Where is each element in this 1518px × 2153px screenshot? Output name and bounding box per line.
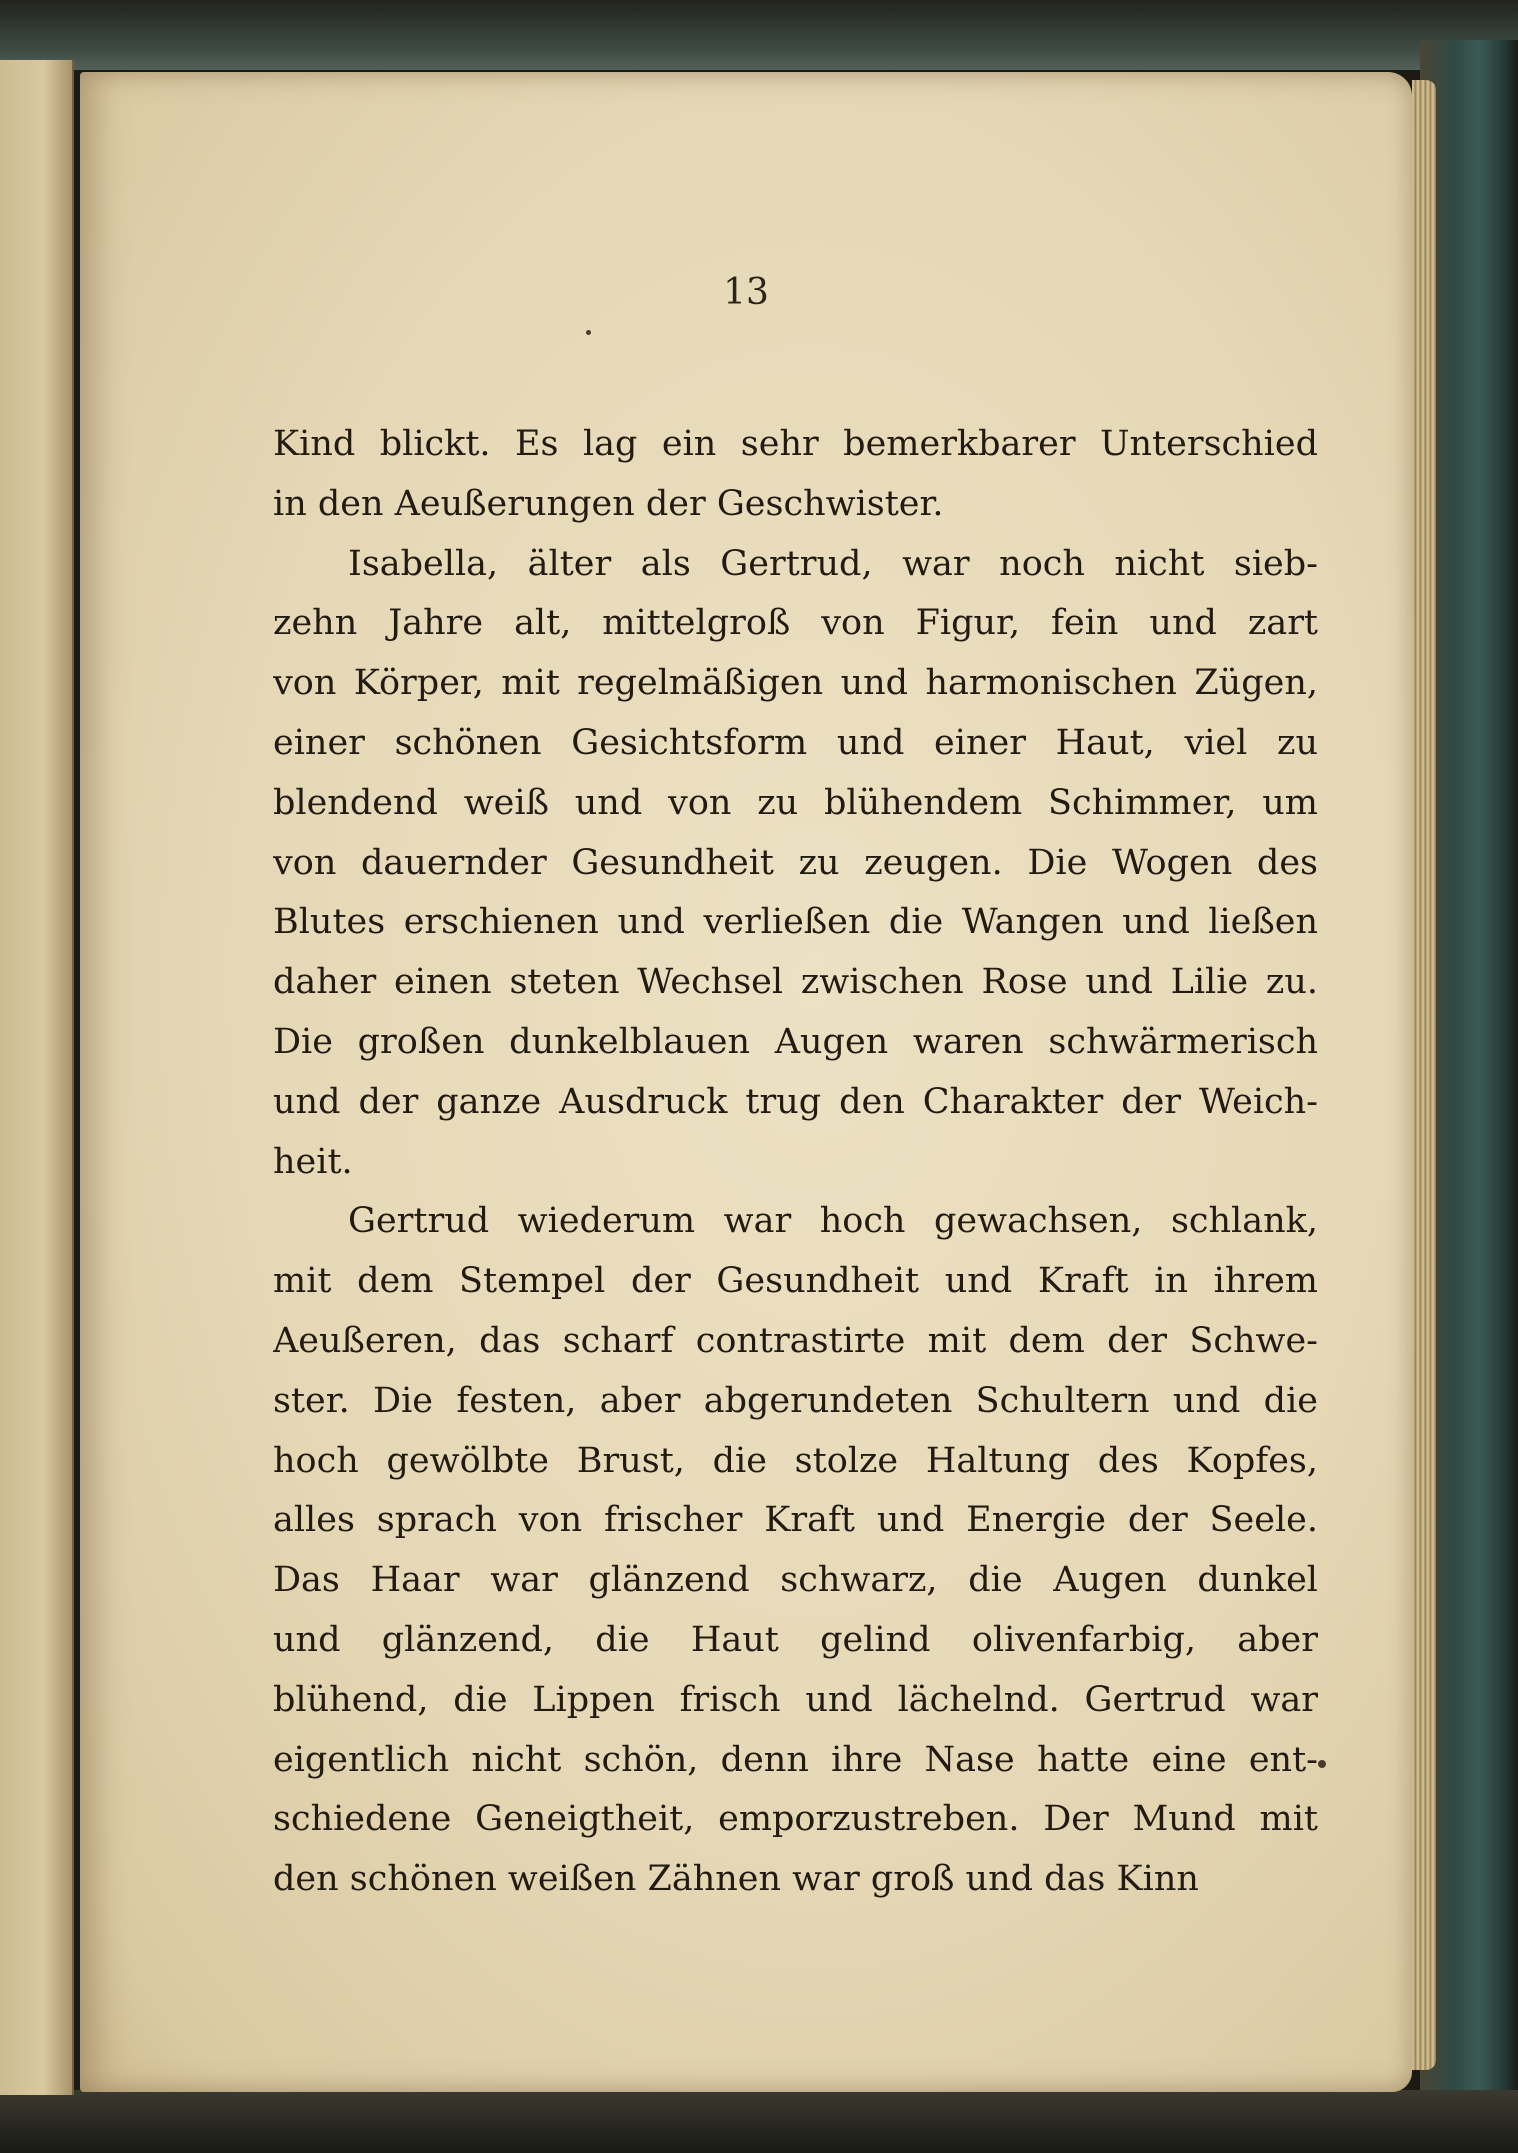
page-number: 13 xyxy=(723,272,769,313)
text-line: von dauernder Gesundheit zu zeugen. Die Wogen des xyxy=(273,842,1318,883)
text-line: blühend, die Lippen frisch und lächelnd. Gertrud war xyxy=(273,1679,1318,1720)
text-line: mit dem Stempel der Gesundheit und Kraft in ihrem xyxy=(273,1261,1318,1302)
page-stack-edges xyxy=(1412,80,1436,2070)
text-line: ster. Die festen, aber abgerundeten Schultern und die xyxy=(273,1380,1318,1421)
text-line: einer schönen Gesichtsform und einer Haut, viel zu xyxy=(273,722,1318,763)
text-line: Isabella, älter als Gertrud, war noch nicht sieb- xyxy=(348,543,1318,584)
text-line: schiedene Geneigtheit, emporzustreben. Der Mund mit xyxy=(273,1799,1318,1840)
ink-speck xyxy=(586,330,591,335)
book-cover-bottom xyxy=(0,2090,1518,2153)
text-line: Die großen dunkelblauen Augen waren schwärmerisch xyxy=(273,1021,1318,1062)
book-page xyxy=(80,72,1412,2092)
text-line: alles sprach von frischer Kraft und Energie der Seele. xyxy=(273,1500,1318,1541)
ink-speck xyxy=(1318,1760,1326,1768)
page-text xyxy=(273,415,1318,1910)
text-line: Aeußeren, das scharf contrastirte mit dem der Schwe- xyxy=(273,1320,1318,1361)
text-line: Blutes erschienen und verließen die Wangen und ließen xyxy=(273,902,1318,943)
text-line: Gertrud wiederum war hoch gewachsen, schlank, xyxy=(348,1201,1318,1242)
text-line: heit. xyxy=(273,1141,353,1182)
text-line: Das Haar war glänzend schwarz, die Augen dunkel xyxy=(273,1560,1318,1601)
text-line: blendend weiß und von zu blühendem Schimmer, um xyxy=(273,782,1318,823)
text-line: den schönen weißen Zähnen war groß und das Kinn xyxy=(273,1859,1199,1900)
text-line: eigentlich nicht schön, denn ihre Nase hatte eine ent- xyxy=(273,1739,1318,1780)
text-line: und glänzend, die Haut gelind olivenfarbig, aber xyxy=(273,1619,1318,1660)
text-line: von Körper, mit regelmäßigen und harmonischen Zügen, xyxy=(273,663,1318,704)
text-line: hoch gewölbte Brust, die stolze Haltung des Kopfes, xyxy=(273,1440,1318,1481)
text-line: und der ganze Ausdruck trug den Charakter der Weich- xyxy=(273,1081,1318,1122)
text-line: zehn Jahre alt, mittelgroß von Figur, fein und zart xyxy=(273,603,1318,644)
text-line: in den Aeußerungen der Geschwister. xyxy=(273,483,944,524)
text-line: Kind blickt. Es lag ein sehr bemerkbarer Unterschied xyxy=(273,424,1318,464)
book-cover-top xyxy=(0,0,1518,70)
facing-page-edge xyxy=(0,60,74,2095)
text-line: daher einen steten Wechsel zwischen Rose und Lilie zu. xyxy=(273,962,1318,1003)
